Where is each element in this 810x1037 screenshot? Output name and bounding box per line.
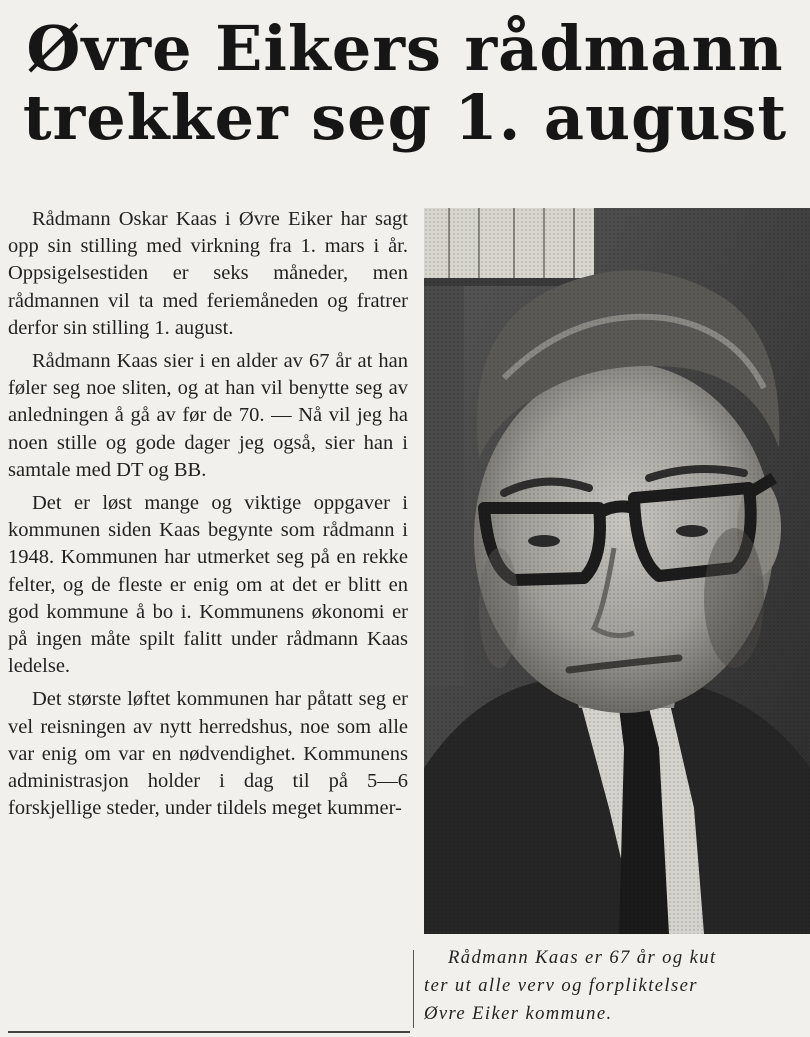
column-divider (413, 950, 414, 1028)
bottom-rule (8, 1031, 410, 1033)
article-paragraph-2: Rådmann Kaas sier i en alder av 67 år at han føler seg noe sliten, og at han vil benytte seg av anledningen å gå av før de 70. — Nå vil jeg ha noen stille og gode dager jeg også, sier han i samtale med DT og BB. (8, 350, 408, 481)
caption-line-1: Rådmann Kaas er 67 år og kut (448, 947, 717, 968)
portrait-illustration (424, 208, 810, 934)
photo-caption (424, 944, 810, 1028)
headline-line-1: Øvre Eikers rådmann (26, 12, 784, 85)
headline (0, 14, 810, 153)
article-paragraph-1: Rådmann Oskar Kaas i Øvre Eiker har sagt opp sin stilling med virkning fra 1. mars i år. Oppsigelsestiden er seks måneder, men rådmannen vil ta med feriemåneden og fratrer derfor sin stilling 1. august. (8, 208, 408, 339)
article-body (8, 206, 408, 1030)
portrait-photo (424, 208, 810, 934)
article-paragraph-4: Det største løftet kommunen har påtatt seg er vel reisningen av nytt herredshus, noe som alle var enig om var en nødvendighet. Kommunens administrasjon holder i dag til på 5—6 forskjellige steder, under tildels meget kummer- (8, 688, 408, 820)
headline-line-2: trekker seg 1. august (22, 81, 788, 155)
caption-line-2: ter ut alle verv og forpliktelser (424, 975, 698, 996)
caption-line-3: Øvre Eiker kommune. (424, 1003, 613, 1024)
article-paragraph-3: Det er løst mange og viktige oppgaver i kommunen siden Kaas begynte som rådmann i 1948. Kommunen har utmerket seg på en rekke felter, og de fleste er enig om at det er blitt en god kommune å bo i. Kommunens økonomi er på ingen måte spilt falitt under rådmann Kaas ledelse. (8, 492, 408, 678)
